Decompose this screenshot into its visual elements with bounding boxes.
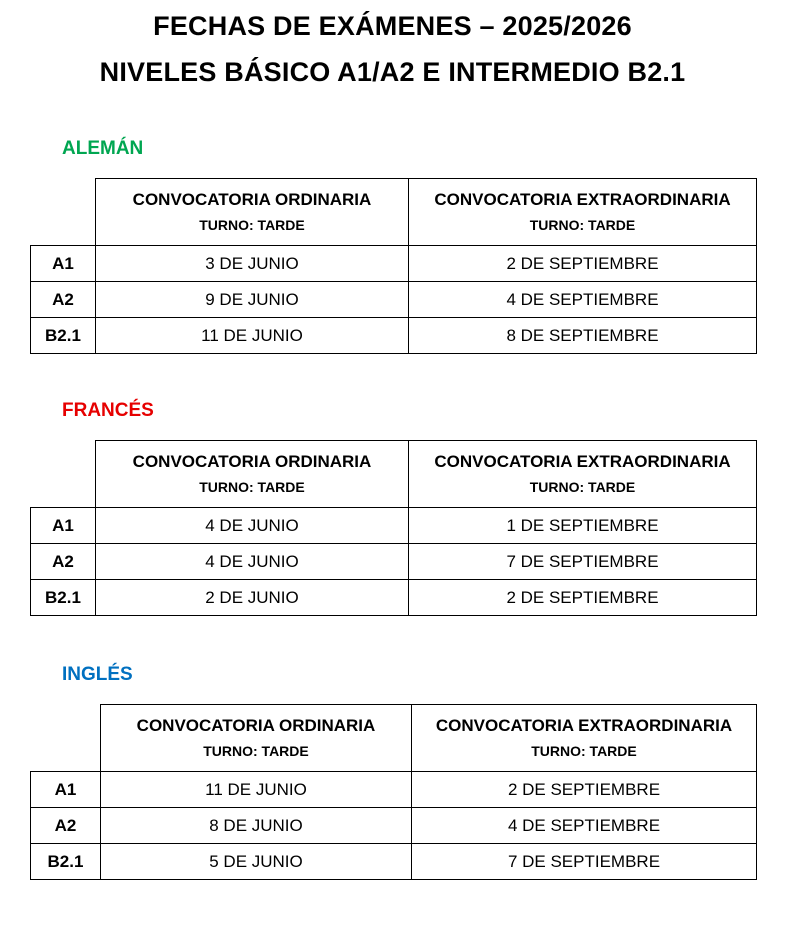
header-cell-extraordinaria <box>409 441 757 508</box>
table-row <box>31 772 757 808</box>
column-title-extraordinaria: CONVOCATORIA EXTRAORDINARIA <box>434 190 731 209</box>
date-extraordinaria-cell: 2 DE SEPTIEMBRE <box>409 580 757 616</box>
document-title: FECHAS DE EXÁMENES – 2025/2026 <box>153 11 632 41</box>
date-ordinaria-cell: 8 DE JUNIO <box>101 808 412 844</box>
level-cell: A1 <box>31 772 101 808</box>
document-subtitle: NIVELES BÁSICO A1/A2 E INTERMEDIO B2.1 <box>99 57 686 87</box>
level-cell: B2.1 <box>31 580 96 616</box>
table-header-row <box>31 441 757 508</box>
date-extraordinaria-cell: 7 DE SEPTIEMBRE <box>409 544 757 580</box>
table-row <box>31 246 757 282</box>
column-title-ordinaria: CONVOCATORIA ORDINARIA <box>132 452 372 471</box>
date-ordinaria-cell: 3 DE JUNIO <box>96 246 409 282</box>
date-extraordinaria-cell: 8 DE SEPTIEMBRE <box>409 318 757 354</box>
header-cell-extraordinaria <box>409 179 757 246</box>
corner-cell <box>31 441 96 508</box>
date-ordinaria-cell: 4 DE JUNIO <box>96 544 409 580</box>
header-cell-ordinaria <box>101 705 412 772</box>
column-title-extraordinaria: CONVOCATORIA EXTRAORDINARIA <box>435 716 733 735</box>
table-header-row <box>31 179 757 246</box>
level-cell: A1 <box>31 508 96 544</box>
date-extraordinaria-cell: 2 DE SEPTIEMBRE <box>409 246 757 282</box>
column-title-extraordinaria: CONVOCATORIA EXTRAORDINARIA <box>434 452 731 471</box>
date-ordinaria-cell: 11 DE JUNIO <box>101 772 412 808</box>
date-ordinaria-cell: 11 DE JUNIO <box>96 318 409 354</box>
turno-label: TURNO: TARDE <box>531 743 637 759</box>
date-ordinaria-cell: 9 DE JUNIO <box>96 282 409 318</box>
column-title-ordinaria: CONVOCATORIA ORDINARIA <box>132 190 372 209</box>
turno-label: TURNO: TARDE <box>203 743 309 759</box>
exam-table-ingles <box>30 704 757 880</box>
level-cell: A1 <box>31 246 96 282</box>
table-row <box>31 508 757 544</box>
exam-table-frances <box>30 440 757 616</box>
header-cell-extraordinaria <box>412 705 757 772</box>
date-ordinaria-cell: 5 DE JUNIO <box>101 844 412 880</box>
header-cell-ordinaria <box>96 441 409 508</box>
date-extraordinaria-cell: 4 DE SEPTIEMBRE <box>409 282 757 318</box>
exam-table-aleman <box>30 178 757 354</box>
date-extraordinaria-cell: 1 DE SEPTIEMBRE <box>409 508 757 544</box>
table-row <box>31 808 757 844</box>
table-row <box>31 318 757 354</box>
turno-label: TURNO: TARDE <box>529 217 636 233</box>
table-row <box>31 844 757 880</box>
date-extraordinaria-cell: 2 DE SEPTIEMBRE <box>412 772 757 808</box>
column-title-ordinaria: CONVOCATORIA ORDINARIA <box>136 716 376 735</box>
level-cell: A2 <box>31 544 96 580</box>
turno-label: TURNO: TARDE <box>199 479 305 495</box>
table-row <box>31 544 757 580</box>
turno-label: TURNO: TARDE <box>529 479 636 495</box>
section-title-aleman: ALEMÁN <box>62 138 144 159</box>
level-cell: B2.1 <box>31 318 96 354</box>
header-cell-ordinaria <box>96 179 409 246</box>
table-row <box>31 580 757 616</box>
level-cell: B2.1 <box>31 844 101 880</box>
section-title-frances: FRANCÉS <box>62 400 154 421</box>
date-ordinaria-cell: 4 DE JUNIO <box>96 508 409 544</box>
date-extraordinaria-cell: 7 DE SEPTIEMBRE <box>412 844 757 880</box>
level-cell: A2 <box>31 808 101 844</box>
level-cell: A2 <box>31 282 96 318</box>
table-row <box>31 282 757 318</box>
turno-label: TURNO: TARDE <box>199 217 305 233</box>
section-title-ingles: INGLÉS <box>62 664 133 685</box>
date-extraordinaria-cell: 4 DE SEPTIEMBRE <box>412 808 757 844</box>
corner-cell <box>31 705 101 772</box>
corner-cell <box>31 179 96 246</box>
table-header-row <box>31 705 757 772</box>
date-ordinaria-cell: 2 DE JUNIO <box>96 580 409 616</box>
